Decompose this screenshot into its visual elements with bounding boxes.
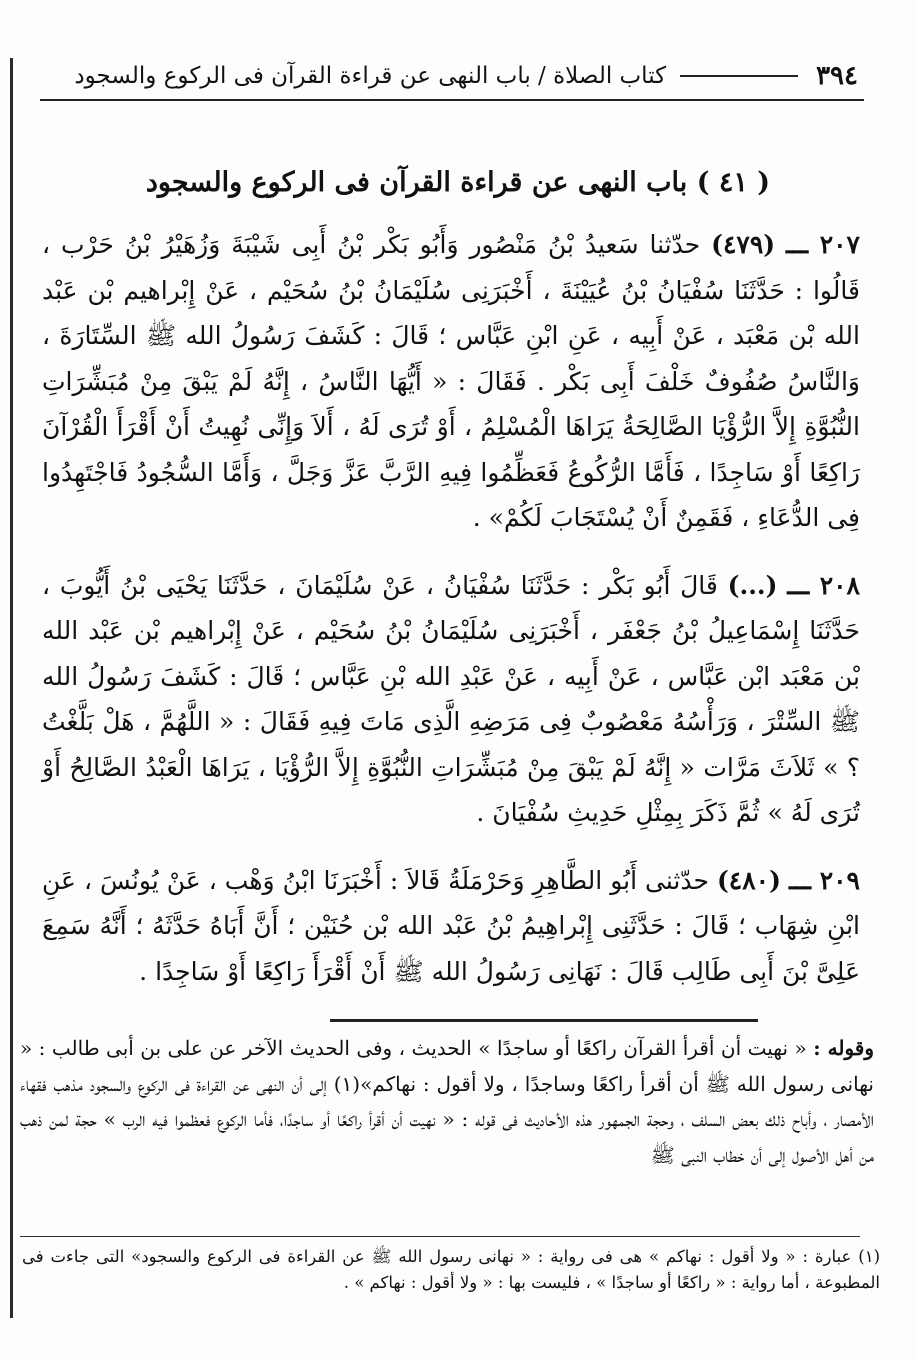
- hadith-208: [42, 563, 860, 836]
- hadith-id: (٤٧٩): [711, 230, 776, 259]
- hadith-number: ٢٠٨ ـــ: [787, 570, 860, 600]
- hadith-207: [42, 222, 860, 541]
- page-edge-shadow: [10, 58, 13, 1318]
- commentary-lead: وقوله :: [813, 1036, 875, 1060]
- page-number: ٣٩٤: [816, 61, 858, 91]
- hadith-text: [42, 222, 860, 994]
- commentary-body: « نهيت أن أقرأ القرآن راكعًا أو ساجدًا » الحديث ، وفى الحديث الآخر عن على بن أبى طالب : « نهانى رسول الله ﷺ أن أقرأ راكعًا وساجدًا ، ولا أقول : نهاكم»(١) إلى أن النهى عن القراءة فى الركوع والسجود مذهب فقهاء الأمصار ، وأباح ذلك بعض السلف ، وحجة الجمهور هذه الأحاديث فى قوله : « نهيت أن أقرأ راكعًا أو ساجدًا، فأما الركوع فعظموا فيه الرب » حجة لمن ذهب من أهل الأصول إلى أن خطاب النبى ﷺ: [20, 1036, 875, 1167]
- header-rule: [40, 99, 864, 101]
- hadith-id: (٤٨٠): [716, 865, 781, 895]
- hadith-number: ٢٠٧ ـــ: [786, 230, 860, 259]
- page-header: [40, 56, 858, 96]
- hadith-number: ٢٠٩ ـــ: [788, 865, 860, 895]
- hadith-body: حدّثنى أَبُو الطَّاهِرِ وَحَرْمَلَةُ قَالاَ : أَخْبَرَنَا ابْنُ وَهْب ، عَنْ يُونُسَ ، عَنِ ابْنِ شِهَاب ؛ قَالَ : حَدَّثَنِى إِبْراهِيمُ بْنُ عَبْد الله بْن حُنَيْن ؛ أَنَّ أَبَاهُ حَدَّثَهُ ؛ أَنَّهُ سَمِعَ عَلِىَّ بْنَ أَبِى طَالِب قَالَ : نَهَانِى رَسُولُ الله ﷺ أَنْ أَقْرَأَ رَاكِعًا أَوْ سَاجِدًا .: [42, 865, 860, 986]
- hadith-body: قَالَ أَبُو بَكْر : حَدَّثَنَا سُفْيَانُ ، عَنْ سُلَيْمَانَ ، حَدَّثَنَا يَحْيَى بْنُ أَيُّوبَ ، حَدَّثَنَا إِسْمَاعِيلُ بْنُ جَعْفَر ، أَخْبَرَنِى سُلَيْمَانُ بْنُ سُحَيْم ، عَنْ إِبْراهيم بْن عَبْد الله بْن مَعْبَد ابْن عَبَّاس ، عَنْ أَبِيه ، عَنْ عَبْدِ الله بْنِ عَبَّاس ؛ قَالَ : كَشَفَ رَسُولُ الله ﷺ السِّتْرَ ، وَرَأْسُهُ مَعْصُوبٌ فِى مَرَضِهِ الَّذِى مَاتَ فِيهِ فَقَالَ : « اللَّهُمَّ ، هَلْ بَلَّغْتُ ؟ » ثَلاَثَ مَرَّات « إِنَّهُ لَمْ يَبْقَ مِنْ مُبَشِّرَاتِ النُّبُوَّةِ إِلاَّ الرُّؤْيَا ، يَرَاهَا الْعَبْدُ الصَّالِحُ أَوْ تُرَى لَهُ » ثُمَّ ذَكَرَ بِمِثْلِ حَدِيثِ سُفْيَانَ .: [42, 570, 860, 827]
- footnote: (١) عبارة : « ولا أقول : نهاكم » هى فى رواية : « نهانى رسول الله ﷺ عن القراءة فى الركوع والسجود» التى جاءت فى المطبوعة ، أما رواية : « راكعًا أو ساجدًا » ، فليست بها : « ولا أقول : نهاكم » .: [22, 1247, 880, 1292]
- running-title: كتاب الصلاة / باب النهى عن قراءة القرآن فى الركوع والسجود: [74, 63, 667, 89]
- hadith-209: [42, 858, 860, 995]
- hadith-body: حدّثنا سَعيدُ بْنُ مَنْصُور وَأَبُو بَكْر بْنُ أَبِى شَيْبَةَ وَزُهَيْرُ بْنُ حَرْب ، قَالُوا : حَدَّثَنَا سُفْيَانُ بْنُ عُيَيْنَةَ ، أَخْبَرَنِى سُلَيْمَانُ بْنُ سُحَيْم ، عَنْ إِبْراهيم بْن عَبْد الله بْن مَعْبَد ، عَنْ أَبِيه ، عَنِ ابْنِ عَبَّاس ؛ قَالَ : كَشَفَ رَسُولُ الله ﷺ السِّتَارَةَ ، وَالنَّاسُ صُفُوفٌ خَلْفَ أَبِى بَكْر . فَقَالَ : « أَيُّهَا النَّاسُ ، إِنَّهُ لَمْ يَبْقَ مِنْ مُبَشِّرَاتِ النُّبُوَّةِ إِلاَّ الرُّؤْيَا الصَّالِحَةُ يَرَاهَا الْمُسْلِمُ ، أَوْ تُرَى لَهُ ، أَلاَ وَإِنِّى نُهِيتُ أَنْ أَقْرَأَ الْقُرْآنَ رَاكِعًا أَوْ سَاجِدًا ، فَأَمَّا الرُّكُوعُ فَعَظِّمُوا فِيهِ الرَّبَّ عَزَّ وَجَلَّ ، وَأَمَّا السُّجُودُ فَاجْتَهِدُوا فِى الدُّعَاءِ ، فَقَمِنٌ أَنْ يُسْتَجَابَ لَكُمْ» .: [42, 230, 860, 532]
- commentary: [20, 1031, 874, 1173]
- header-dash: [680, 75, 798, 77]
- commentary-separator: [330, 1019, 758, 1022]
- footnote-separator: [20, 1236, 860, 1237]
- chapter-title: ( ٤١ ) باب النهى عن قراءة القرآن فى الركوع والسجود: [145, 167, 771, 198]
- hadith-id: (...): [727, 570, 778, 600]
